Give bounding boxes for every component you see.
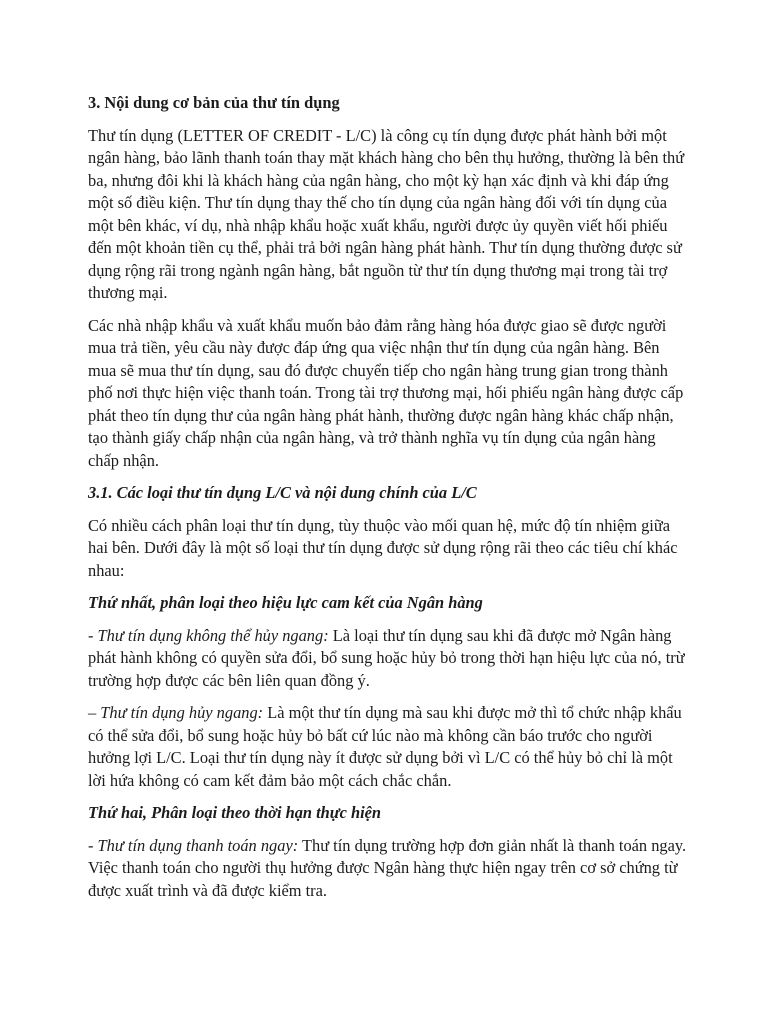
- list-item-sight-payment-text: Thư tín dụng trường hợp đơn giản nhất là thanh toán ngay. Việc thanh toán cho người thụ hưởng được Ngân hàng thực hiện ngay trên cơ sở chứng từ được xuất trình và đã được kiểm tra.: [88, 835, 687, 900]
- category-heading-term: Thứ hai, Phân loại theo thời hạn thực hiện: [88, 803, 382, 822]
- list-item-revocable-text: Là một thư tín dụng mà sau khi được mở thì tổ chức nhập khẩu có thể sửa đổi, bổ sung hoặc hủy bỏ bất cứ lúc nào mà không cần báo trước cho người hưởng lợi L/C. Loại thư tín dụng này ít được sử dụng bởi vì L/C có thể hủy bỏ chỉ là một lời hứa không có cam kết đảm bảo một cách chắc chắn.: [88, 703, 682, 790]
- list-item-revocable-lead: – Thư tín dụng hủy ngang:: [88, 703, 264, 722]
- list-item-irrevocable-lead: - Thư tín dụng không thể hủy ngang:: [88, 625, 329, 645]
- subsection-heading-3-1: 3.1. Các loại thư tín dụng L/C và nội dung chính của L/C: [88, 483, 477, 502]
- paragraph-classification-intro: Có nhiều cách phân loại thư tín dụng, tùy thuộc vào mối quan hệ, mức độ tín nhiệm giữa hai bên. Dưới đây là một số loại thư tín dụng được sử dụng rộng rãi theo các tiêu chí khác nhau:: [88, 515, 678, 580]
- list-item-sight-payment: [88, 835, 688, 903]
- list-item-irrevocable: [88, 625, 688, 693]
- category-heading-commitment: Thứ nhất, phân loại theo hiệu lực cam kết của Ngân hàng: [88, 593, 483, 612]
- document-page: [88, 92, 688, 912]
- section-heading: 3. Nội dung cơ bản của thư tín dụng: [88, 93, 340, 112]
- list-item-sight-payment-lead: - Thư tín dụng thanh toán ngay:: [88, 835, 299, 855]
- paragraph-definition: Thư tín dụng (LETTER OF CREDIT - L/C) là công cụ tín dụng được phát hành bởi một ngân hàng, bảo lãnh thanh toán thay mặt khách hàng cho bên thụ hưởng, thường là bên thứ ba, nhưng đôi khi là khách hàng của ngân hàng, cho một kỳ hạn xác định và khi đáp ứng một số điều kiện. Thư tín dụng thay thế cho tín dụng của ngân hàng đối với tín dụng của một bên khác, ví dụ, nhà nhập khẩu hoặc xuất khẩu, người được ủy quyền viết hối phiếu đến một khoản tiền cụ thể, phải trả bởi ngân hàng phát hành. Thư tín dụng thường được sử dụng rộng rãi trong ngành ngân hàng, bắt nguồn từ thư tín dụng thương mại trong tài trợ thương mại.: [88, 125, 685, 302]
- list-item-revocable: [88, 702, 688, 792]
- paragraph-importers-exporters: Các nhà nhập khẩu và xuất khẩu muốn bảo đảm rằng hàng hóa được giao sẽ được người mua trả tiền, yêu cầu này được đáp ứng qua việc nhận thư tín dụng của ngân hàng. Bên mua sẽ mua thư tín dụng, sau đó được chuyển tiếp cho ngân hàng trung gian trong thành phố nơi thực hiện việc thanh toán. Trong tài trợ thương mại, hối phiếu ngân hàng được cấp phát theo tín dụng thư của ngân hàng phát hành, thường được ngân hàng khác chấp nhận, tạo thành giấy chấp nhận của ngân hàng, và trở thành nghĩa vụ tín dụng của ngân hàng chấp nhận.: [88, 315, 684, 470]
- list-item-irrevocable-text: Là loại thư tín dụng sau khi đã được mở Ngân hàng phát hành không có quyền sửa đổi, bổ sung hoặc hủy bỏ trong thời hạn hiệu lực của nó, trừ trường hợp được các bên liên quan đồng ý.: [88, 625, 685, 690]
